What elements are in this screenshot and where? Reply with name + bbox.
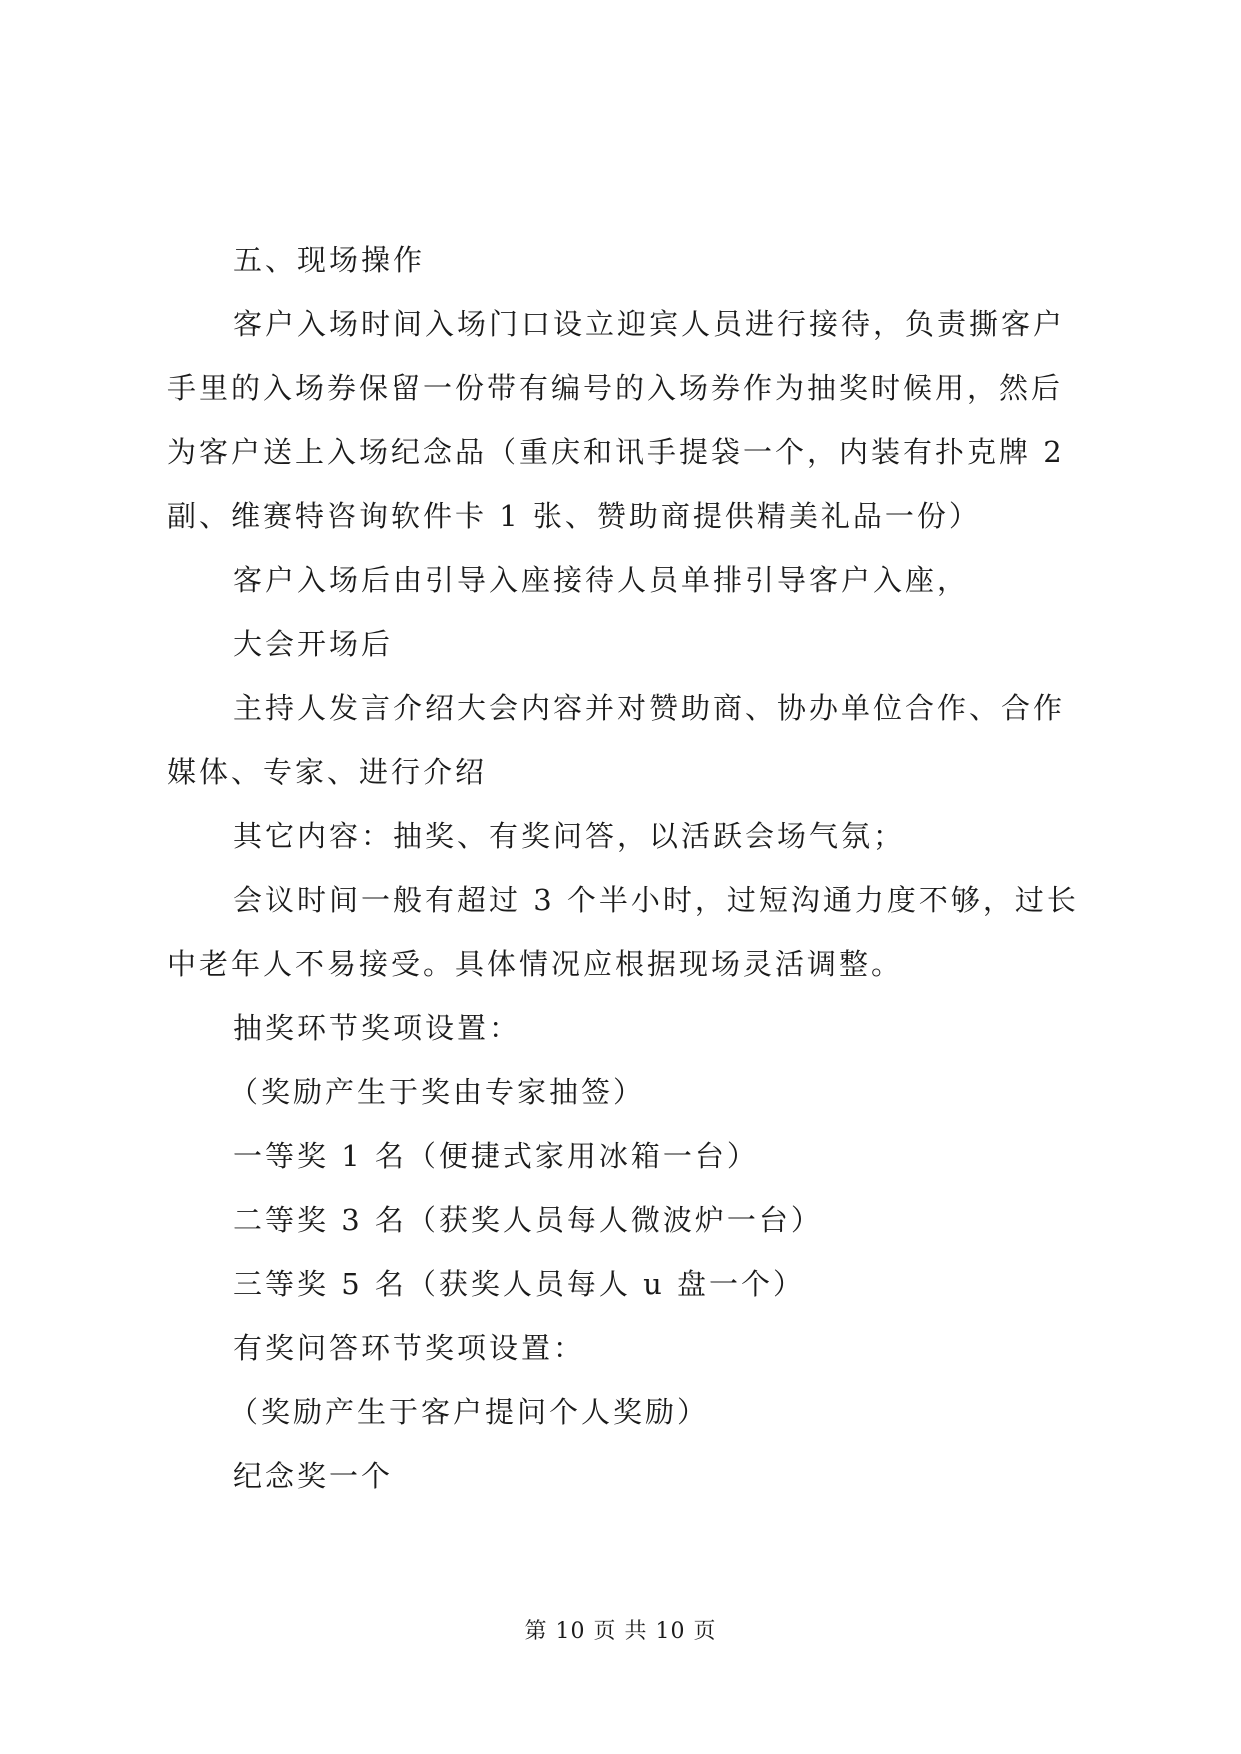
prize-line: 纪念奖一个 (233, 1459, 394, 1493)
paragraph-line: 主持人发言介绍大会内容并对赞助商、协办单位合作、合作 (233, 691, 1066, 725)
paragraph-line: 手里的入场券保留一份带有编号的入场券作为抽奖时候用，然后 (167, 371, 1064, 405)
page-number-footer: 第 10 页 共 10 页 (524, 1619, 717, 1644)
prize-line: 三等奖 5 名（获奖人员每人 u 盘一个） (233, 1267, 806, 1301)
prize-line: 一等奖 1 名（便捷式家用冰箱一台） (233, 1139, 759, 1173)
paragraph-line: 客户入场后由引导入座接待人员单排引导客户入座， (233, 563, 970, 597)
document-body (167, 228, 1087, 1508)
paragraph-line: 其它内容：抽奖、有奖问答，以活跃会场气氛； (233, 819, 906, 853)
paragraph-line: 副、维赛特咨询软件卡 1 张、赞助商提供精美礼品一份） (167, 499, 981, 533)
paragraph-line: 抽奖环节奖项设置： (233, 1011, 522, 1045)
section-heading: 五、现场操作 (233, 243, 426, 277)
paragraph-line: 中老年人不易接受。具体情况应根据现场灵活调整。 (167, 947, 904, 981)
paragraph-line: 媒体、专家、进行介绍 (167, 755, 488, 789)
paragraph-line: 会议时间一般有超过 3 个半小时，过短沟通力度不够，过长 (233, 883, 1079, 917)
paragraph-line: （奖励产生于客户提问个人奖励） (229, 1395, 710, 1429)
paragraph-line: 大会开场后 (233, 627, 394, 661)
paragraph-line: 客户入场时间入场门口设立迎宾人员进行接待，负责撕客户 (233, 307, 1066, 341)
paragraph-line: 为客户送上入场纪念品（重庆和讯手提袋一个，内装有扑克牌 2 (167, 435, 1065, 469)
paragraph-line: （奖励产生于奖由专家抽签） (229, 1075, 646, 1109)
prize-line: 二等奖 3 名（获奖人员每人微波炉一台） (233, 1203, 823, 1237)
paragraph-line: 有奖问答环节奖项设置： (233, 1331, 586, 1365)
